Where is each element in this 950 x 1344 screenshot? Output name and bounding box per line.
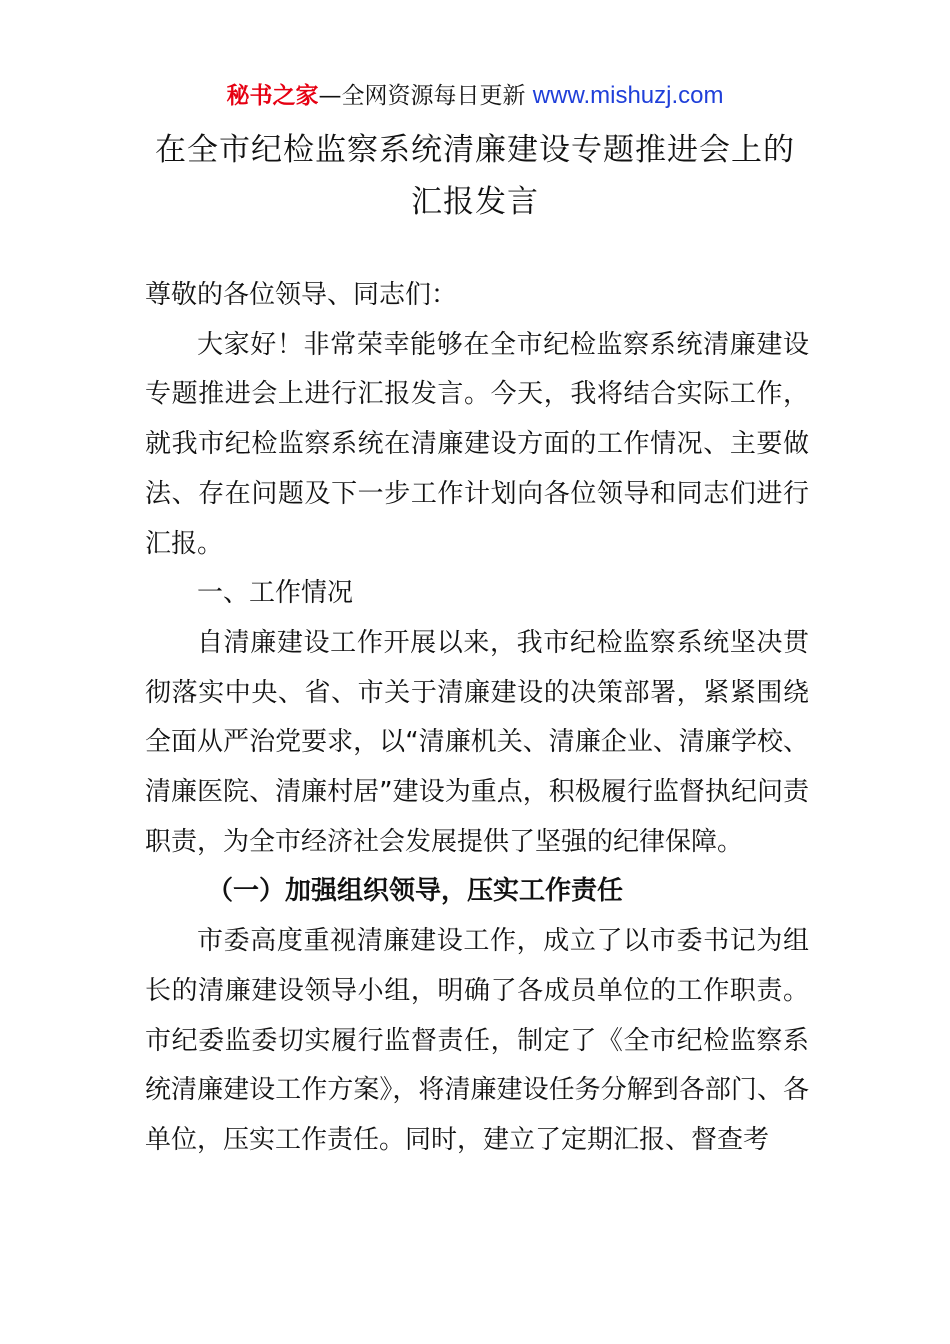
subsection-1-paragraph: 市委高度重视清廉建设工作，成立了以市委书记为组长的清廉建设领导小组，明确了各成员单位的工作职责。市纪委监委切实履行监督责任，制定了《全市纪检监察系统清廉建设工作方案》，将清廉建设任务分解到各部门、各单位，压实工作责任。同时，建立了定期汇报、督查考 <box>145 926 809 1155</box>
title-line-1: 在全市纪检监察系统清廉建设专题推进会上的 <box>155 132 795 168</box>
section-1-paragraph: 自清廉建设工作开展以来，我市纪检监察系统坚决贯彻落实中央、省、市关于清廉建设的决策部署，紧紧围绕全面从严治党要求，以“清廉机关、清廉企业、清廉学校、清廉医院、清廉村居”建设为重点，积极履行监督执纪问责职责，为全市经济社会发展提供了坚强的纪律保障。 <box>145 627 809 857</box>
site-header <box>0 80 950 112</box>
document-title <box>95 124 855 228</box>
salutation: 尊敬的各位领导、同志们： <box>145 280 458 310</box>
brand-name: 秘书之家 <box>226 83 319 109</box>
document-body <box>145 271 809 1166</box>
intro-paragraph: 大家好！非常荣幸能够在全市纪检监察系统清廉建设专题推进会上进行汇报发言。今天，我将结合实际工作，就我市纪检监察系统在清廉建设方面的工作情况、主要做法、存在问题及下一步工作计划向各位领导和同志们进行汇报。 <box>145 329 809 559</box>
site-tagline: —全网资源每日更新 <box>318 83 533 109</box>
subsection-heading-1: （一）加强组织领导，压实工作责任 <box>207 876 624 907</box>
site-url-link[interactable]: www.mishuzj.com <box>532 82 724 109</box>
section-heading-1: 一、工作情况 <box>197 578 354 609</box>
title-line-2: 汇报发言 <box>411 184 539 220</box>
